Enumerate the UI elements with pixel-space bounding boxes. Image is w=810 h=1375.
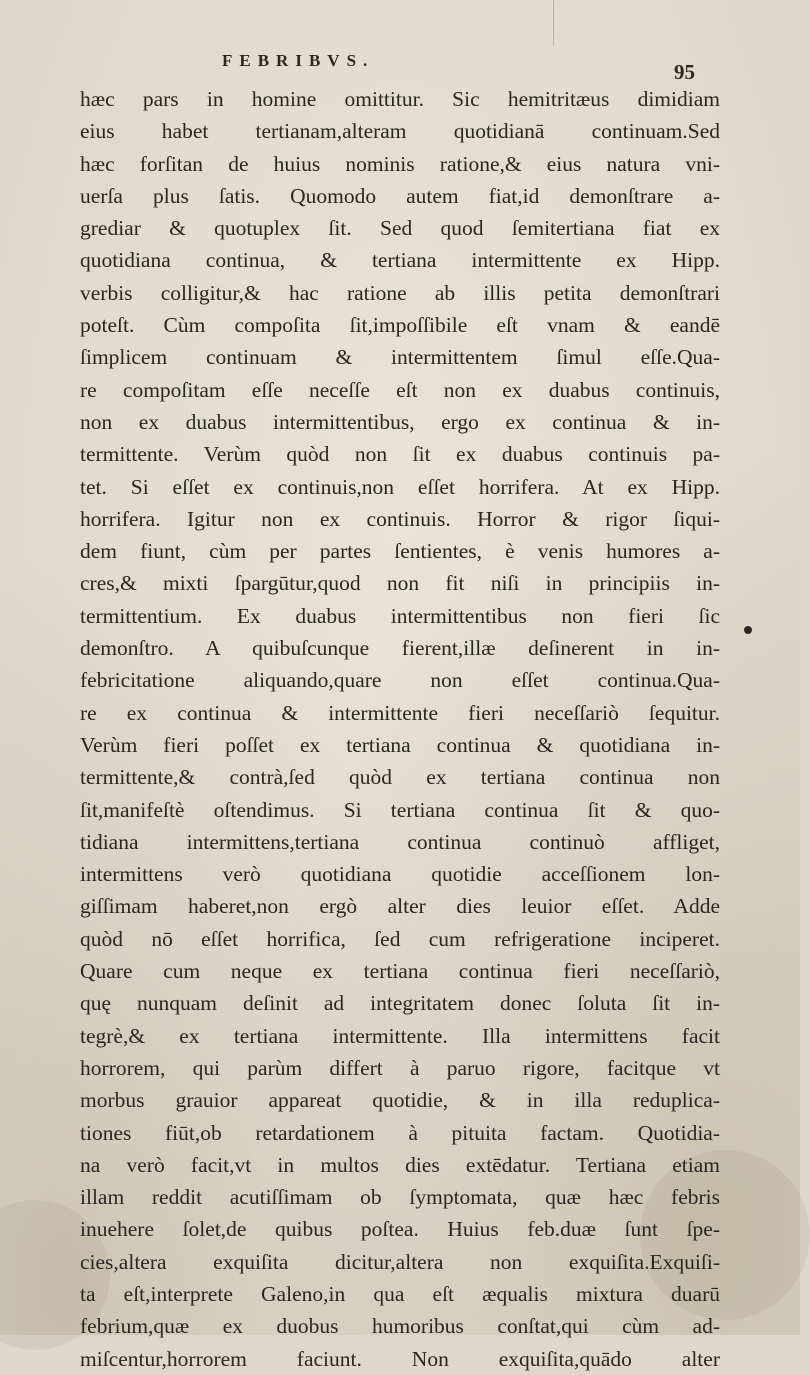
page-number: 95 xyxy=(674,60,695,84)
text-line: horrifera. Igitur non ex continuis. Horror & rigor ſiqui- xyxy=(80,506,720,531)
text-line: horrorem, qui parùm differt à paruo rigore, facitque vt xyxy=(80,1055,720,1080)
text-line: quòd nō eſſet horrifica, ſed cum refrigeratione inciperet. xyxy=(80,926,720,951)
text-line: ſit,manifeſtè oſtendimus. Si tertiana continua ſit & quo- xyxy=(80,797,720,822)
text-line: cres,& mixti ſpargūtur,quod non fit niſi in principiis in- xyxy=(80,571,720,596)
text-line: uerſa plus ſatis. Quomodo autem fiat,id demonſtrare a- xyxy=(80,183,720,208)
text-line: na verò facit,vt in multos dies extēdatur. Tertiana etiam xyxy=(80,1152,720,1177)
text-line: Quare cum neque ex tertiana continua fieri neceſſariò, xyxy=(80,959,720,984)
text-line: termittente,& contrà,ſed quòd ex tertiana continua non xyxy=(80,765,720,790)
text-line: tet. Si eſſet ex continuis,non eſſet horrifera. At ex Hipp. xyxy=(80,474,720,499)
text-line: hæc forſitan de huius nominis ratione,& eius natura vni- xyxy=(80,151,720,176)
text-line: poteſt. Cùm compoſita ſit,impoſſibile eſt vnam & eandē xyxy=(80,313,720,338)
margin-mark xyxy=(744,626,752,634)
text-line: demonſtro. A quibuſcunque fierent,illæ deſinerent in in- xyxy=(80,636,720,661)
text-line: intermittens verò quotidiana quotidie acceſſionem lon- xyxy=(80,862,720,887)
text-line: eius habet tertianam,alteram quotidianā continuam.Sed xyxy=(80,119,720,144)
text-line: ſimplicem continuam & intermittentem ſimul eſſe.Qua- xyxy=(80,345,720,370)
text-line: termittente. Verùm quòd non ſit ex duabus continuis pa- xyxy=(80,442,720,467)
text-line: tegrè,& ex tertiana intermittente. Illa intermittens facit xyxy=(80,1023,720,1048)
text-line: tidiana intermittens,tertiana continua continuò affliget, xyxy=(80,829,720,854)
text-line: tiones fiūt,ob retardationem à pituita factam. Quotidia- xyxy=(80,1120,720,1145)
text-line: cies,altera exquiſita dicitur,altera non exquiſita.Exquiſi- xyxy=(80,1249,720,1274)
text-line: Verùm fieri poſſet ex tertiana continua & quotidiana in- xyxy=(80,732,720,757)
text-line: grediar & quotuplex ſit. Sed quod ſemitertiana fiat ex xyxy=(80,216,720,241)
body-text xyxy=(80,83,720,1375)
text-line: inuehere ſolet,de quibus poſtea. Huius feb.duæ ſunt ſpe- xyxy=(80,1217,720,1242)
text-line: illam reddit acutiſſimam ob ſymptomata, quæ hæc febris xyxy=(80,1185,720,1210)
text-line: giſſimam haberet,non ergò alter dies leuior eſſet. Adde xyxy=(80,894,720,919)
text-line: febricitatione aliquando,quare non eſſet continua.Qua- xyxy=(80,668,720,693)
text-line: dem fiunt, cùm per partes ſentientes, è venis humores a- xyxy=(80,539,720,564)
running-head xyxy=(0,44,800,84)
text-line: non ex duabus intermittentibus, ergo ex continua & in- xyxy=(80,409,720,434)
margin-rule-mark xyxy=(553,0,554,46)
running-title: FEBRIBVS. xyxy=(222,51,375,70)
text-line: re compoſitam eſſe neceſſe eſt non ex duabus continuis, xyxy=(80,377,720,402)
text-line: quę nunquam deſinit ad integritatem donec ſoluta ſit in- xyxy=(80,991,720,1016)
text-line: quotidiana continua, & tertiana intermittente ex Hipp. xyxy=(80,248,720,273)
text-line: ta eſt,interprete Galeno,in qua eſt æqualis mixtura duarū xyxy=(80,1281,720,1306)
text-line: verbis colligitur,& hac ratione ab illis petita demonſtrari xyxy=(80,280,720,305)
text-line: re ex continua & intermittente fieri neceſſariò ſequitur. xyxy=(80,700,720,725)
text-line: miſcentur,horrorem faciunt. Non exquiſita,quādo alter xyxy=(80,1346,720,1371)
text-line: hæc pars in homine omittitur. Sic hemitritæus dimidiam xyxy=(80,87,720,111)
text-line: morbus grauior appareat quotidie, & in illa reduplica- xyxy=(80,1088,720,1113)
text-line: febrium,quæ ex duobus humoribus conſtat,qui cùm ad- xyxy=(80,1314,720,1339)
text-line: termittentium. Ex duabus intermittentibus non fieri ſic xyxy=(80,603,720,628)
